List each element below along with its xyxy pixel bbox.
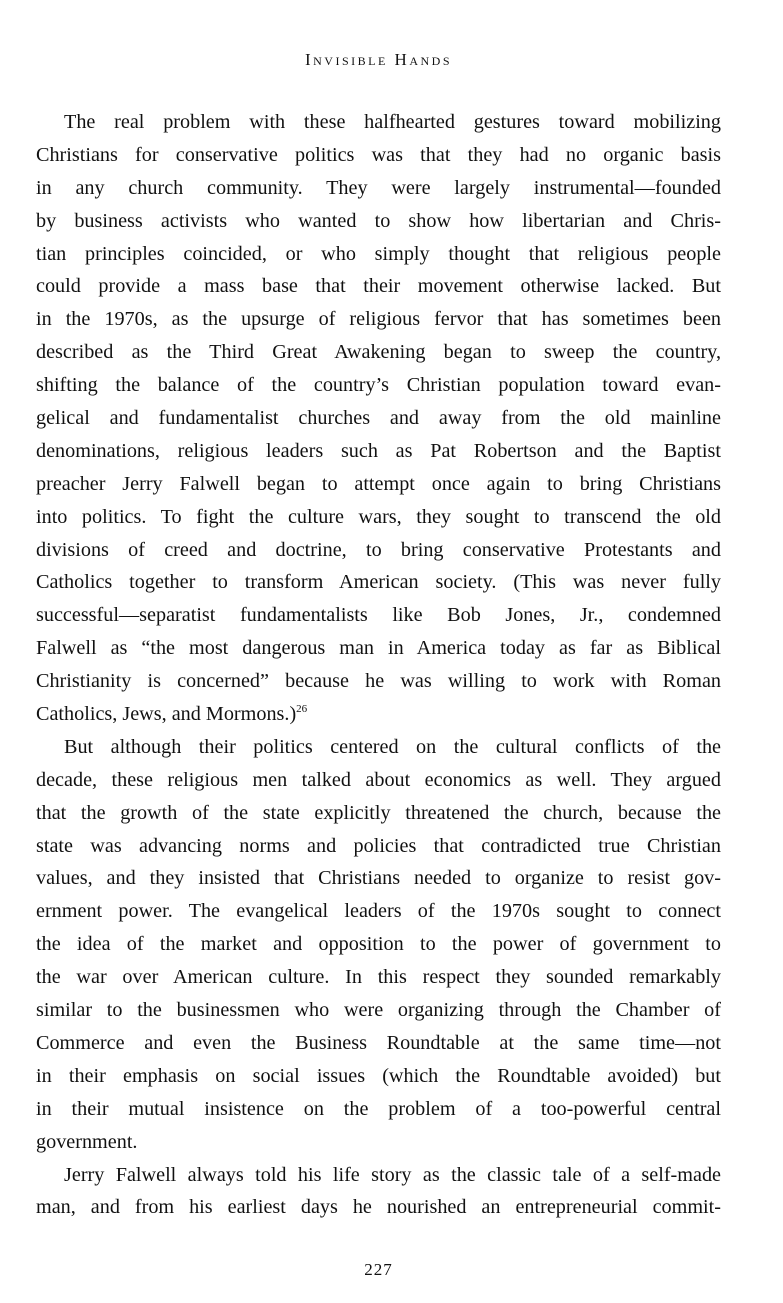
text-line: divisions of creed and doctrine, to bring conservative Protestants and bbox=[36, 538, 721, 561]
text-line: shifting the balance of the country’s Christian population toward evan- bbox=[36, 374, 721, 397]
text-line: But although their politics centered on the cultural conflicts of the bbox=[64, 735, 721, 758]
footnote-marker: 26 bbox=[296, 703, 308, 716]
line-text: Catholics, Jews, and Mormons.) bbox=[36, 703, 297, 726]
page-number: 227 bbox=[364, 1260, 393, 1279]
text-line: tian principles coincided, or who simply thought that religious people bbox=[36, 242, 721, 265]
text-line: in any church community. They were largely instrumental—founded bbox=[36, 176, 721, 199]
text-line: Catholics together to transform American society. (This was never fully bbox=[36, 571, 721, 594]
body-text bbox=[36, 106, 721, 1224]
text-line: government. bbox=[36, 1130, 138, 1153]
text-line bbox=[36, 698, 721, 731]
text-line: gelical and fundamentalist churches and away from the old mainline bbox=[36, 407, 721, 430]
text-line: The real problem with these halfhearted gestures toward mobilizing bbox=[64, 111, 721, 133]
text-line: described as the Third Great Awakening began to sweep the country, bbox=[36, 341, 721, 364]
book-page bbox=[36, 0, 721, 1303]
text-line: the idea of the market and opposition to the power of government to bbox=[36, 933, 721, 956]
text-line: man, and from his earliest days he nourished an entrepreneurial commit- bbox=[36, 1196, 721, 1219]
text-line: successful—separatist fundamentalists like Bob Jones, Jr., condemned bbox=[36, 604, 721, 627]
text-line: similar to the businessmen who were organizing through the Chamber of bbox=[36, 999, 721, 1022]
text-line: state was advancing norms and policies that contradicted true Christian bbox=[36, 834, 721, 857]
text-line: Commerce and even the Business Roundtable at the same time—not bbox=[36, 1031, 721, 1054]
text-line: in their emphasis on social issues (which the Roundtable avoided) but bbox=[36, 1064, 721, 1087]
text-line: denominations, religious leaders such as Pat Robertson and the Baptist bbox=[36, 439, 721, 462]
text-line: that the growth of the state explicitly threatened the church, because the bbox=[36, 801, 721, 824]
text-line: in their mutual insistence on the problem of a too-powerful central bbox=[36, 1097, 721, 1120]
text-line: decade, these religious men talked about economics as well. They argued bbox=[36, 768, 721, 791]
text-line: Jerry Falwell always told his life story as the classic tale of a self-made bbox=[64, 1163, 721, 1186]
text-line: Christians for conservative politics was that they had no organic basis bbox=[36, 143, 721, 166]
text-line: the war over American culture. In this respect they sounded remarkably bbox=[36, 966, 721, 989]
text-line: preacher Jerry Falwell began to attempt once again to bring Christians bbox=[36, 472, 721, 495]
text-line: by business activists who wanted to show how libertarian and Chris- bbox=[36, 209, 721, 232]
running-head: Invisible Hands bbox=[304, 50, 453, 69]
text-line: Christianity is concerned” because he was willing to work with Roman bbox=[36, 670, 721, 693]
text-line: ernment power. The evangelical leaders of the 1970s sought to connect bbox=[36, 900, 721, 923]
text-line: in the 1970s, as the upsurge of religious fervor that has sometimes been bbox=[36, 308, 721, 331]
text-line: into politics. To fight the culture wars, they sought to transcend the old bbox=[36, 505, 721, 528]
text-line: Falwell as “the most dangerous man in America today as far as Biblical bbox=[36, 637, 721, 660]
text-line: could provide a mass base that their movement otherwise lacked. But bbox=[36, 275, 721, 298]
text-line: values, and they insisted that Christians needed to organize to resist gov- bbox=[36, 867, 721, 890]
